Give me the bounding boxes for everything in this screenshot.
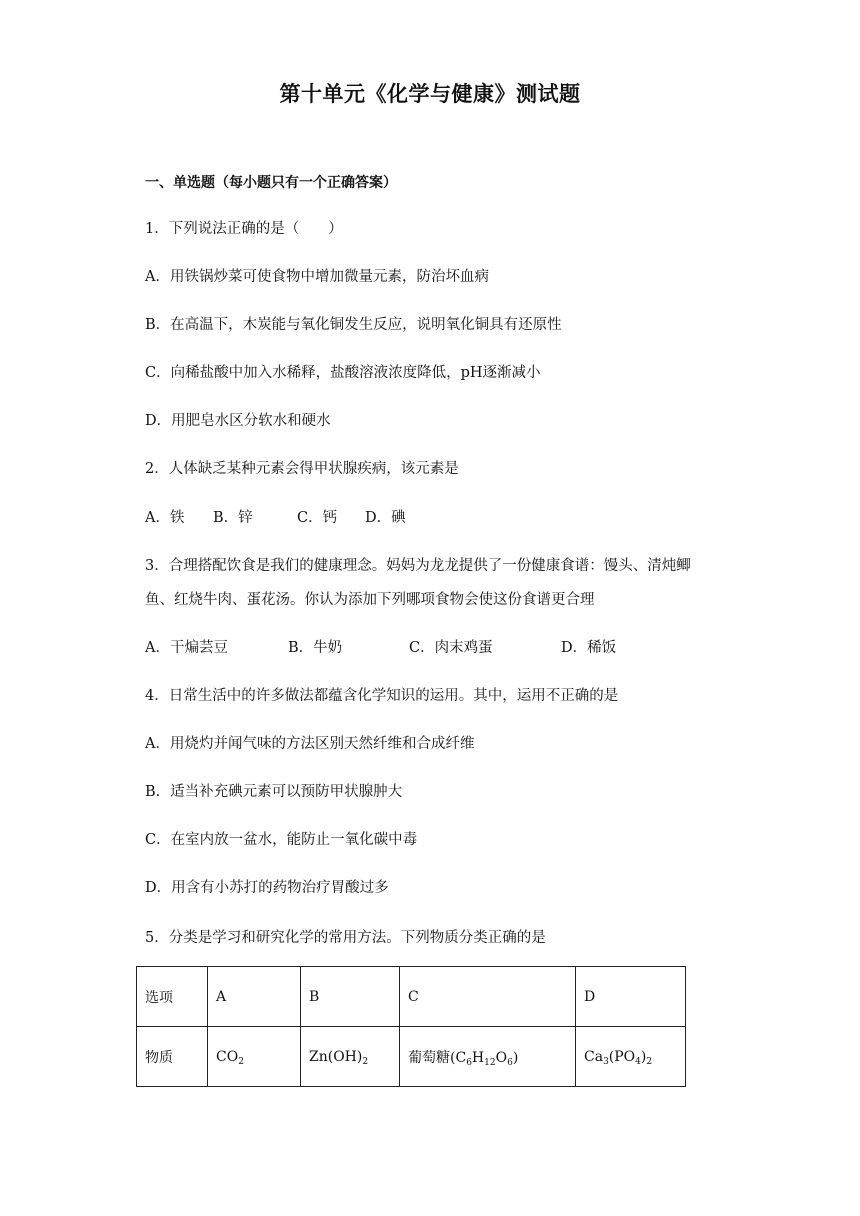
q3-option-a: A．干煸芸豆 <box>145 640 228 656</box>
q2-option-a: A．铁 <box>145 510 185 526</box>
q3-options <box>145 636 616 657</box>
q5-stem: 5．分类是学习和研究化学的常用方法。下列物质分类正确的是 <box>145 930 546 946</box>
q2-option-b: B．锌 <box>213 510 253 526</box>
q2-option-d: D．碘 <box>365 510 406 526</box>
q3-stem-line1: 3．合理搭配饮食是我们的健康理念。妈妈为龙龙提供了一份健康食谱：馒头、清炖鲫 <box>145 558 691 574</box>
table-header-cell: B <box>301 967 400 1027</box>
table-header-row <box>137 967 686 1027</box>
table-header-cell: A <box>208 967 301 1027</box>
q1-option-c: C．向稀盐酸中加入水稀释，盐酸溶液浓度降低，pH逐渐减小 <box>145 365 541 381</box>
table-cell-d: $Ca_3(PO_4)_2$ <box>576 1027 686 1087</box>
q1-option-d: D．用肥皂水区分软水和硬水 <box>145 413 331 429</box>
page-title: 第十单元《化学与健康》测试题 <box>279 81 581 106</box>
q4-stem: 4．日常生活中的许多做法都蕴含化学知识的运用。其中，运用不正确的是 <box>145 688 619 704</box>
q4-option-b: B．适当补充碘元素可以预防甲状腺肿大 <box>145 784 403 800</box>
q3-stem-line2: 鱼、红烧牛肉、蛋花汤。你认为添加下列哪项食物会使这份食谱更合理 <box>145 592 595 608</box>
table-header-cell: C <box>400 967 576 1027</box>
table-cell-b: $Zn(OH)_2$ <box>301 1027 400 1087</box>
table-header-cell: 选项 <box>137 967 208 1027</box>
q4-option-a: A．用烧灼并闻气味的方法区别天然纤维和合成纤维 <box>145 736 475 752</box>
q4-option-d: D．用含有小苏打的药物治疗胃酸过多 <box>145 880 389 896</box>
q1-option-b: B．在高温下，木炭能与氧化铜发生反应，说明氧化铜具有还原性 <box>145 317 562 333</box>
q2-option-c: C．钙 <box>297 510 338 526</box>
table-row <box>137 1027 686 1087</box>
q2-options <box>145 506 406 527</box>
table-row-label: 物质 <box>137 1027 208 1087</box>
q1-stem: 1．下列说法正确的是（ ） <box>145 221 343 237</box>
q3-option-c: C．肉末鸡蛋 <box>409 640 493 656</box>
q5-table <box>136 966 686 1087</box>
table-cell-a: $CO_2$ <box>208 1027 301 1087</box>
q3-option-b: B．牛奶 <box>288 640 343 656</box>
q3-option-d: D．稀饭 <box>561 640 617 656</box>
table-header-cell: D <box>576 967 686 1027</box>
q2-stem: 2．人体缺乏某种元素会得甲状腺疾病，该元素是 <box>145 461 459 477</box>
section-heading: 一、单选题（每小题只有一个正确答案） <box>145 175 397 191</box>
q1-option-a: A．用铁锅炒菜可使食物中增加微量元素，防治坏血病 <box>145 269 489 285</box>
q4-option-c: C．在室内放一盆水，能防止一氧化碳中毒 <box>145 832 418 848</box>
table-cell-c: 葡萄糖$(C_6H_{12}O_6)$ <box>400 1027 576 1087</box>
